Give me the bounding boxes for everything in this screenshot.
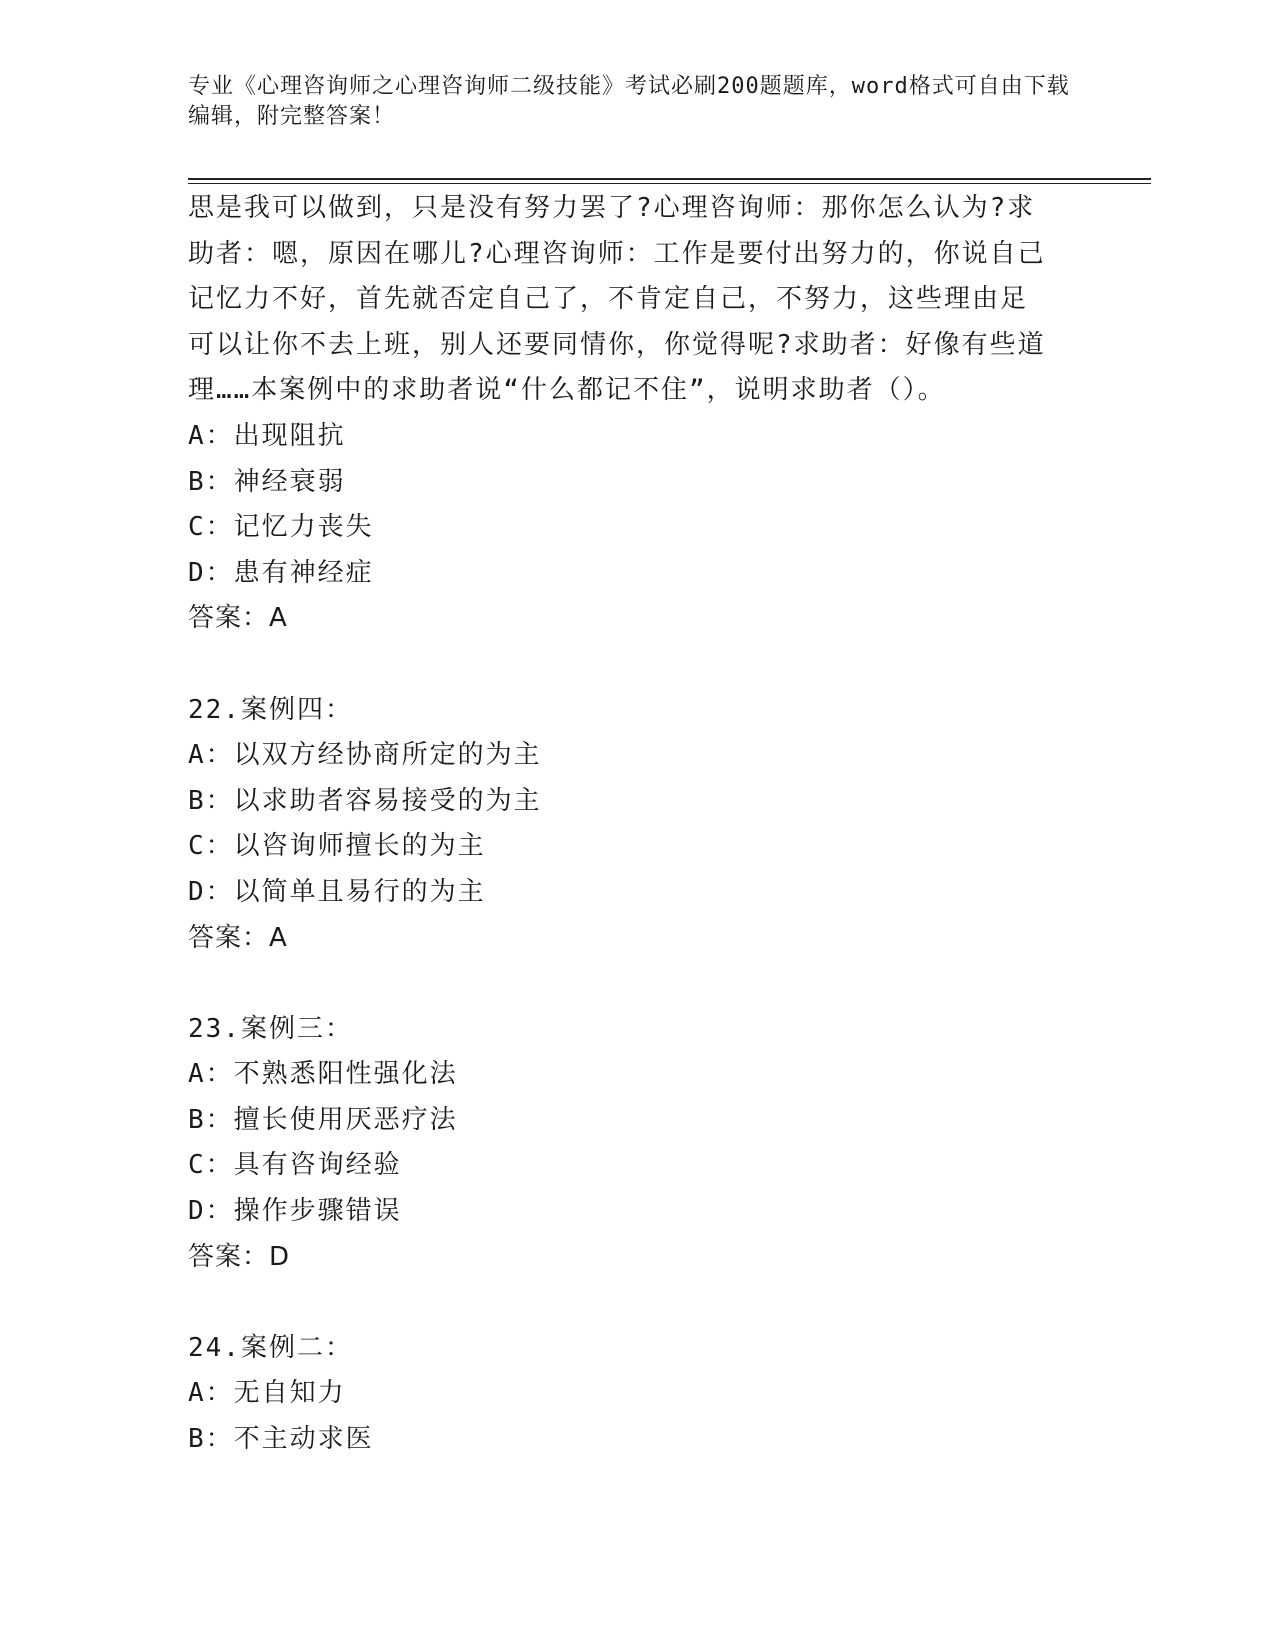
question-text-line: 记忆力不好，首先就否定自己了，不肯定自己，不努力，这些理由足 — [188, 284, 1029, 315]
question-23 — [188, 1007, 1088, 1281]
question-21 — [188, 186, 1088, 642]
option-d: D：患有神经症 — [188, 557, 374, 588]
option-b: B：擅长使用厌恶疗法 — [188, 1104, 458, 1135]
answer: 答案：A — [188, 603, 288, 634]
answer: 答案：A — [188, 922, 288, 953]
question-text-line: 助者：嗯，原因在哪儿?心理咨询师：工作是要付出努力的，你说自己 — [188, 238, 1046, 269]
option-a: A：出现阻抗 — [188, 420, 346, 451]
option-d: D：以简单且易行的为主 — [188, 876, 486, 907]
spacer — [188, 961, 1088, 1007]
question-24 — [188, 1326, 1088, 1463]
option-d: D：操作步骤错误 — [188, 1196, 402, 1227]
question-stem: 22.案例四： — [188, 694, 353, 725]
option-c: C：具有咨询经验 — [188, 1150, 402, 1181]
question-text-line: 思是我可以做到，只是没有努力罢了?心理咨询师：那你怎么认为?求 — [188, 193, 1036, 223]
option-b: B：神经衰弱 — [188, 466, 346, 497]
question-stem: 24.案例二： — [188, 1332, 353, 1363]
answer: 答案：D — [188, 1241, 291, 1272]
option-b: B：不主动求医 — [188, 1424, 374, 1455]
question-stem: 23.案例三： — [188, 1013, 353, 1044]
option-b: B：以求助者容易接受的为主 — [188, 785, 542, 816]
option-c: C：以咨询师擅长的为主 — [188, 831, 486, 862]
option-a: A：不熟悉阳性强化法 — [188, 1059, 458, 1090]
question-22 — [188, 688, 1088, 962]
spacer — [188, 1280, 1088, 1326]
question-text-line: 理……本案例中的求助者说“什么都记不住”，说明求助者（）。 — [188, 375, 946, 406]
option-a: A：以双方经协商所定的为主 — [188, 740, 542, 771]
document-header: 专业《心理咨询师之心理咨询师二级技能》考试必刷200题题库，word格式可自由下载编辑，附完整答案！ — [188, 74, 1070, 129]
header-rule-thick — [188, 178, 1151, 180]
option-c: C：记忆力丧失 — [188, 512, 374, 543]
option-a: A：无自知力 — [188, 1378, 346, 1409]
header-rule-thin — [188, 183, 1151, 184]
document-body — [188, 186, 1088, 1463]
spacer — [188, 642, 1088, 688]
question-text-line: 可以让你不去上班，别人还要同情你，你觉得呢?求助者：好像有些道 — [188, 329, 1046, 360]
